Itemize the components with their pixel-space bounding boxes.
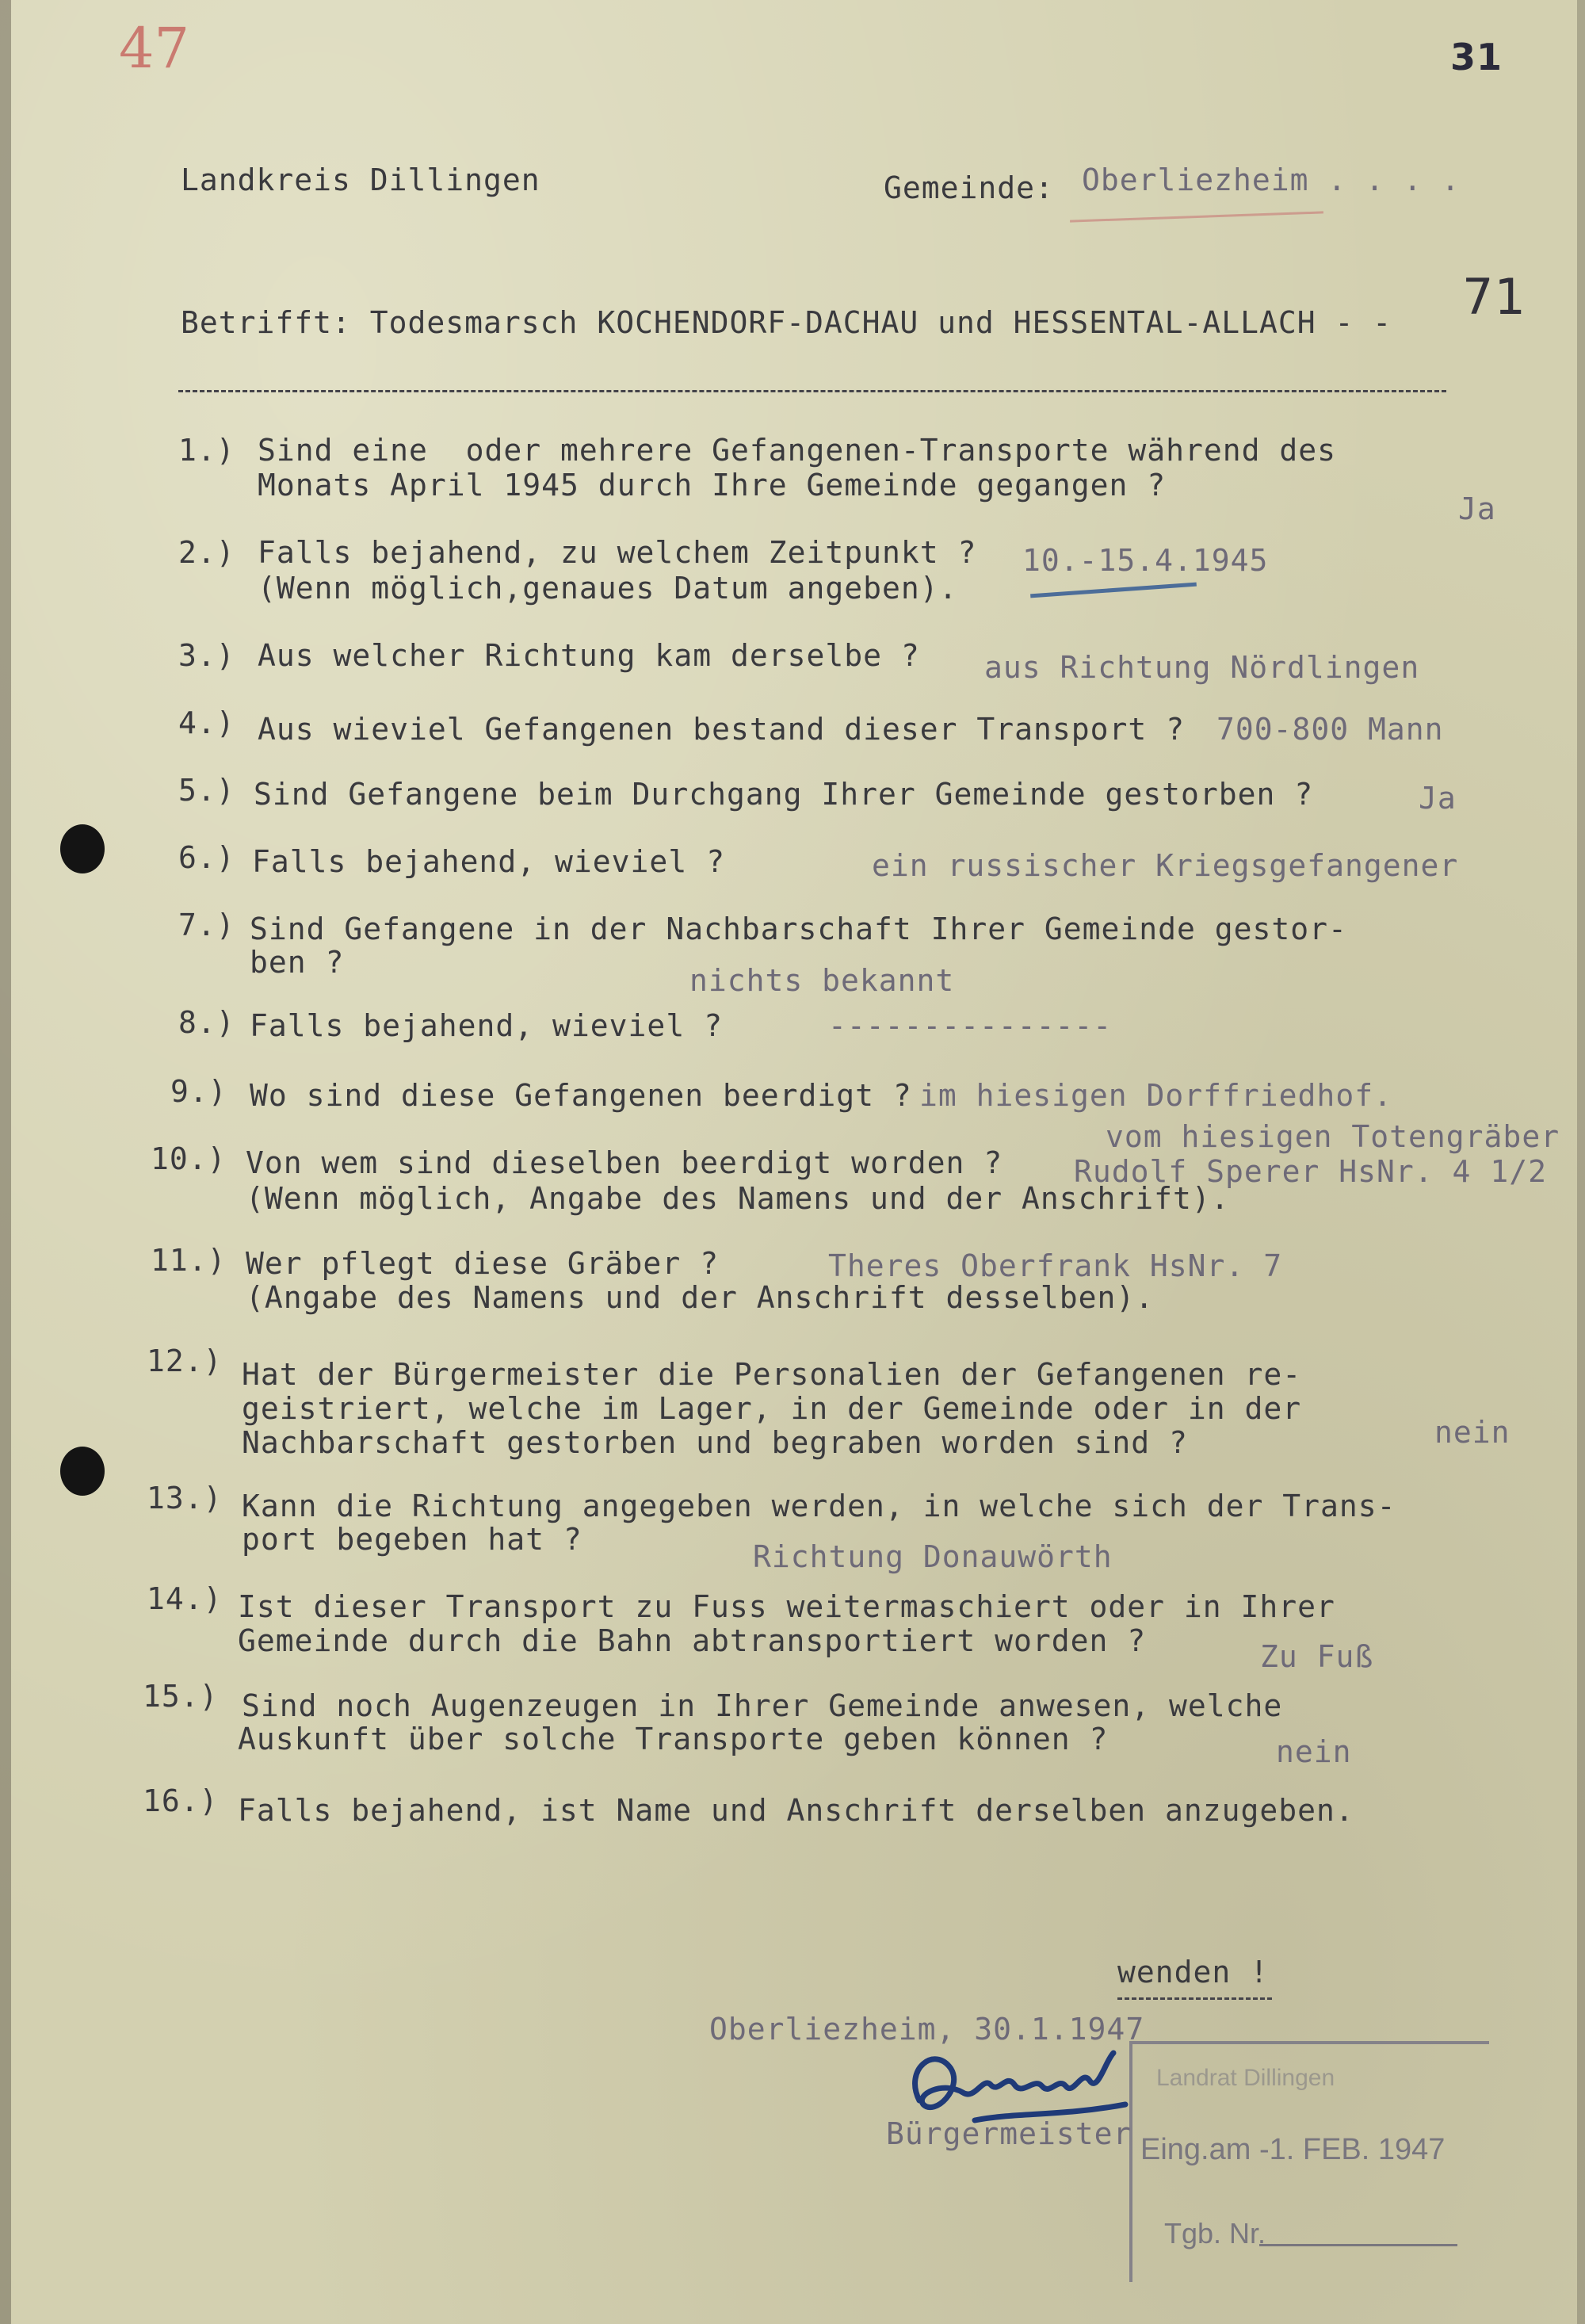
answer-text: Ja [1419,781,1457,816]
question-text: (Wenn möglich, Angabe des Namens und der Anschrift). [246,1181,1230,1216]
question-text: Sind Gefangene in der Nachbarschaft Ihrer Gemeinde gestor- [250,912,1347,946]
question-text: Aus wieviel Gefangenen bestand dieser Transport ? [258,712,1186,747]
question-text: Nachbarschaft gestorben und begraben worden sind ? [242,1425,1188,1460]
question-number: 1.) [178,433,235,468]
question-text: Sind Gefangene beim Durchgang Ihrer Gemeinde gestorben ? [254,777,1314,812]
question-text: (Angabe des Namens und der Anschrift desselben). [246,1280,1155,1315]
place-date: Oberliezheim, 30.1.1947 [709,2012,1145,2047]
pencil-underline [1070,211,1323,222]
question-number: 10.) [151,1141,227,1176]
corner-page-number: 31 [1450,36,1503,78]
gemeinde-label: Gemeinde: [884,170,1054,205]
question-text: Falls bejahend, ist Name und Anschrift derselben anzugeben. [238,1793,1354,1828]
question-number: 9.) [170,1074,227,1109]
gemeinde-value: Oberliezheim . . . . [1082,162,1461,197]
answer-text: Zu Fuß [1260,1639,1374,1674]
answer-text: Rudolf Sperer HsNr. 4 1/2 [1074,1154,1547,1189]
pencil-page-number: 47 [119,16,190,81]
punch-hole-upper [60,824,105,873]
side-number: 71 [1462,268,1526,326]
stamp-number-line [1259,2244,1457,2246]
signature-title: Bürgermeister [886,2116,1132,2151]
question-number: 16.) [143,1783,219,1818]
question-text: port begeben hat ? [242,1522,582,1557]
question-number: 14.) [147,1581,223,1616]
answer-text: ein russischer Kriegsgefangener [872,848,1459,883]
answer-text: Ja [1458,491,1496,526]
question-text: Falls bejahend, wieviel ? [252,844,725,879]
answer-text: Richtung Donauwörth [753,1539,1113,1574]
stamp-journal-number: Tgb. Nr. [1164,2217,1266,2249]
question-number: 2.) [178,535,235,570]
question-text: Hat der Bürgermeister die Personalien der Gefangenen re- [242,1357,1302,1392]
answer-text: vom hiesigen Totengräber [1106,1119,1560,1154]
wenden-note: wenden ! [1117,1955,1270,1990]
question-text: Von wem sind dieselben beerdigt worden ? [246,1145,1003,1180]
question-number: 3.) [178,638,235,673]
question-text: ben ? [250,945,345,980]
question-text: Kann die Richtung angegeben werden, in welche sich der Trans- [242,1489,1396,1523]
answer-text: 10.-15.4.1945 [1022,543,1269,578]
question-text: Auskunft über solche Transporte geben können ? [238,1722,1109,1756]
answer-text: nein [1434,1415,1511,1450]
question-text: Ist dieser Transport zu Fuss weitermaschiert oder in Ihrer [238,1589,1335,1624]
question-number: 5.) [178,773,235,808]
landkreis-label: Landkreis Dillingen [181,162,540,197]
question-text: Monats April 1945 durch Ihre Gemeinde gegangen ? [258,468,1167,503]
page-edge-right [1577,0,1585,2324]
answer-text: aus Richtung Nördlingen [984,650,1420,685]
received-stamp [1129,2041,1489,2282]
stamp-office: Landrat Dillingen [1156,2065,1335,2091]
answer-text: nein [1276,1734,1352,1769]
question-text: geistriert, welche im Lager, in der Gemeinde oder in der [242,1391,1302,1426]
betrifft-line: Betrifft: Todesmarsch KOCHENDORF-DACHAU und HESSENTAL-ALLACH - - [181,305,1392,340]
answer-text: 700-800 Mann [1216,712,1444,747]
question-text: Sind eine oder mehrere Gefangenen-Transporte während des [258,433,1337,468]
question-number: 11.) [151,1243,227,1278]
answer-text: Theres Oberfrank HsNr. 7 [828,1248,1283,1283]
ink-underline [1030,583,1197,598]
question-text: (Wenn möglich,genaues Datum angeben). [258,571,958,606]
question-number: 6.) [178,840,235,875]
punch-hole-lower [60,1447,105,1496]
question-number: 8.) [178,1005,235,1040]
header-divider [178,390,1446,392]
question-text: Gemeinde durch die Bahn abtransportiert worden ? [238,1623,1147,1658]
question-text: Falls bejahend, wieviel ? [250,1008,723,1043]
wenden-underline [1117,1997,1272,2000]
stamp-received-date: Eing.am -1. FEB. 1947 [1140,2133,1446,2166]
page-edge-left [0,0,11,2324]
question-number: 13.) [147,1481,223,1516]
answer-text: im hiesigen Dorffriedhof. [919,1078,1392,1113]
question-number: 12.) [147,1344,223,1378]
question-text: Aus welcher Richtung kam derselbe ? [258,638,920,673]
question-number: 4.) [178,705,235,740]
answer-text: nichts bekannt [689,963,955,998]
question-number: 15.) [143,1679,219,1714]
question-text: Sind noch Augenzeugen in Ihrer Gemeinde anwesen, welche [242,1688,1283,1723]
question-text: Falls bejahend, zu welchem Zeitpunkt ? [258,535,977,570]
question-number: 7.) [178,908,235,942]
question-text: Wo sind diese Gefangenen beerdigt ? [250,1078,912,1113]
question-text: Wer pflegt diese Gräber ? [246,1246,719,1281]
answer-text: --------------- [828,1008,1113,1043]
